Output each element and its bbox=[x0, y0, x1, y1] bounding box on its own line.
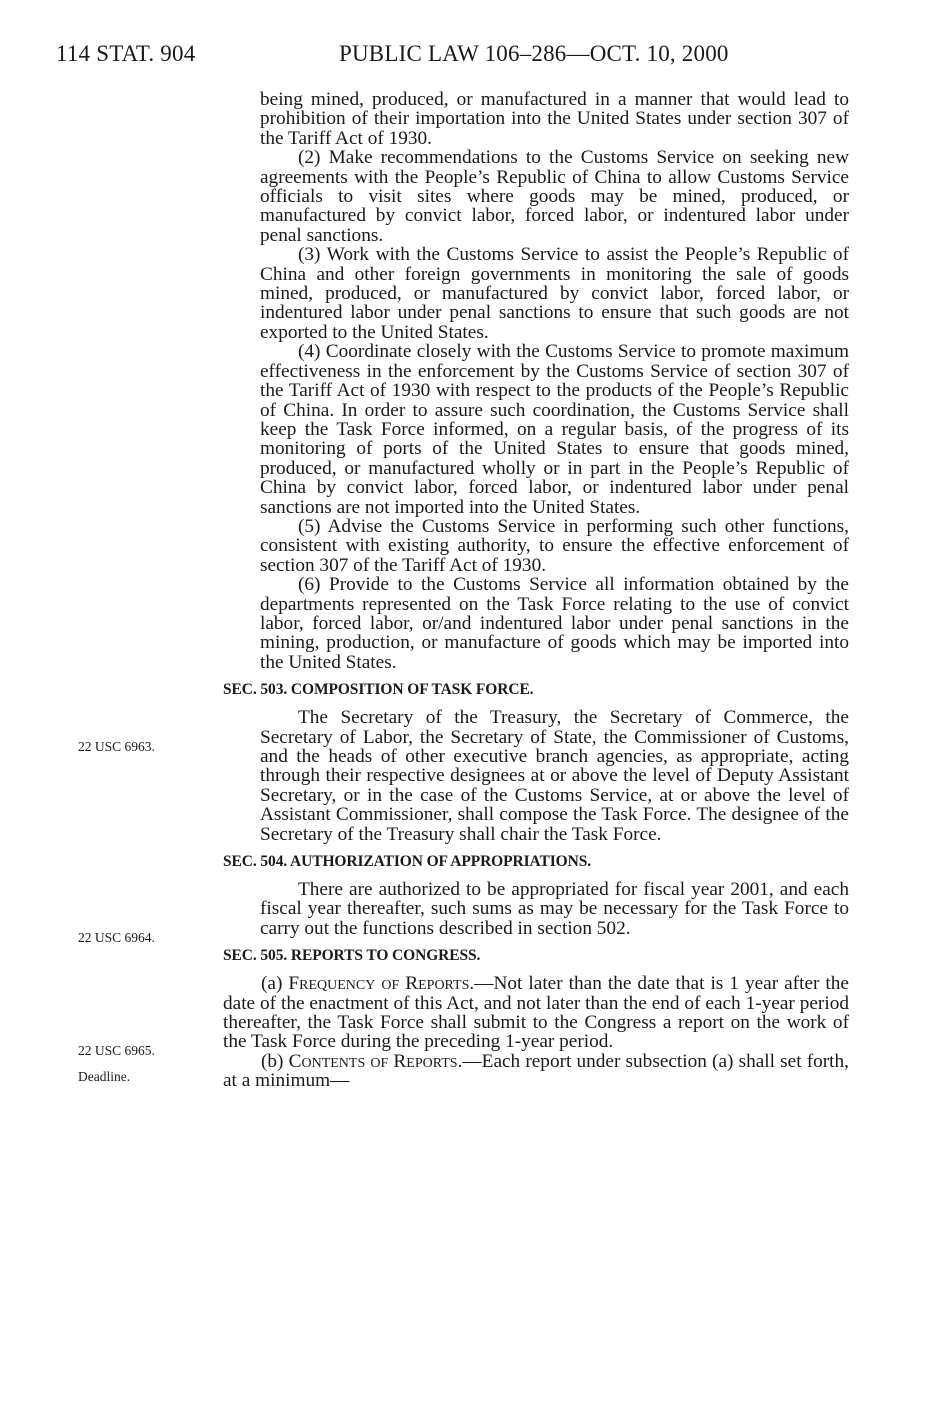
subsection-b-label: (b) bbox=[261, 1050, 284, 1072]
paragraph-item-3: (3) Work with the Customs Service to assist the People’s Republic of China and other foreign governments in monitoring the sale of goods mined, produced, or manufactured by convict labor, forced labor, or indentured labor under penal sanctions to ensure that such goods are not exported to the United States. bbox=[260, 244, 849, 343]
subsection-b-text: .—Each report under subsection (a) shall set forth, at a minimum— bbox=[223, 1050, 849, 1092]
paragraph-item-2: (2) Make recommendations to the Customs Service on seeking new agreements with the People’s Republic of China to allow Customs Service officials to visit sites where goods may be mined, produced, or manufactured by convict labor, forced labor, or indentured labor under penal sanctions. bbox=[260, 147, 849, 246]
subsection-a-text: .—Not later than the date that is 1 year after the date of the enactment of this Act, and not later than the end of each 1-year period thereafter, the Task Force shall submit to the Congress a report on the work of the Task Force during the preceding 1-year period. bbox=[223, 973, 849, 1053]
margin-note-sec505: 22 USC 6965. bbox=[78, 1043, 155, 1058]
section-503-text: The Secretary of the Treasury, the Secretary of Commerce, the Secretary of Labor, the Secretary of State, the Commissioner of Customs, and the heads of other executive branch agencies, as appropriate, acting through their respective designees at or above the level of Deputy Assistant Secretary, or in the case of the Customs Service, at or above the level of Assistant Commissioner, shall compose the Task Force. The designee of the Secretary of the Treasury shall chair the Task Force. bbox=[260, 707, 849, 845]
statute-citation: 114 STAT. 904 bbox=[56, 41, 196, 66]
section-504-heading: SEC. 504. AUTHORIZATION OF APPROPRIATIONS. bbox=[223, 853, 591, 871]
public-law-citation: PUBLIC LAW 106–286—OCT. 10, 2000 bbox=[339, 41, 729, 66]
subsection-a-label: (a) bbox=[261, 973, 283, 995]
subsection-a bbox=[223, 974, 849, 1052]
margin-note-sec504: 22 USC 6964. bbox=[78, 930, 155, 945]
margin-note-deadline: Deadline. bbox=[78, 1069, 131, 1084]
subsection-a-title: Frequency of Reports bbox=[288, 973, 470, 995]
section-504-text: There are authorized to be appropriated for fiscal year 2001, and each fiscal year thereafter, such sums as may be necessary for the Task Force to carry out the functions described in section 502. bbox=[260, 879, 849, 939]
subsection-b-title: Contents of Reports bbox=[288, 1050, 458, 1072]
section-503-heading: SEC. 503. COMPOSITION OF TASK FORCE. bbox=[223, 681, 534, 699]
subsection-b bbox=[223, 1052, 849, 1091]
page-header bbox=[0, 41, 945, 71]
paragraph-item-4: (4) Coordinate closely with the Customs Service to promote maximum effectiveness in the enforcement by the Customs Service of section 307 of the Tariff Act of 1930 with respect to the products of the People’s Republic of China. In order to assure such coordination, the Customs Service shall keep the Task Force informed, on a regular basis, of the progress of its monitoring of ports of the United States to ensure that goods mined, produced, or manufactured wholly or in part in the People’s Republic of China by convict labor, forced labor, or indentured labor under penal sanctions are not imported into the United States. bbox=[260, 341, 849, 518]
margin-note-sec503: 22 USC 6963. bbox=[78, 739, 155, 754]
paragraph-continued: being mined, produced, or manufactured in a manner that would lead to prohibition of their importation into the United States under section 307 of the Tariff Act of 1930. bbox=[260, 89, 849, 149]
main-text-column bbox=[223, 90, 849, 1091]
paragraph-item-5: (5) Advise the Customs Service in performing such other functions, consistent with existing authority, to ensure the effective enforcement of section 307 of the Tariff Act of 1930. bbox=[260, 515, 849, 576]
paragraph-item-6: (6) Provide to the Customs Service all information obtained by the departments represented on the Task Force relating to the use of convict labor, forced labor, or/and indentured labor under penal sanctions in the mining, production, or manufacture of goods which may be imported into the United States. bbox=[260, 574, 849, 673]
section-505-heading: SEC. 505. REPORTS TO CONGRESS. bbox=[223, 947, 481, 965]
